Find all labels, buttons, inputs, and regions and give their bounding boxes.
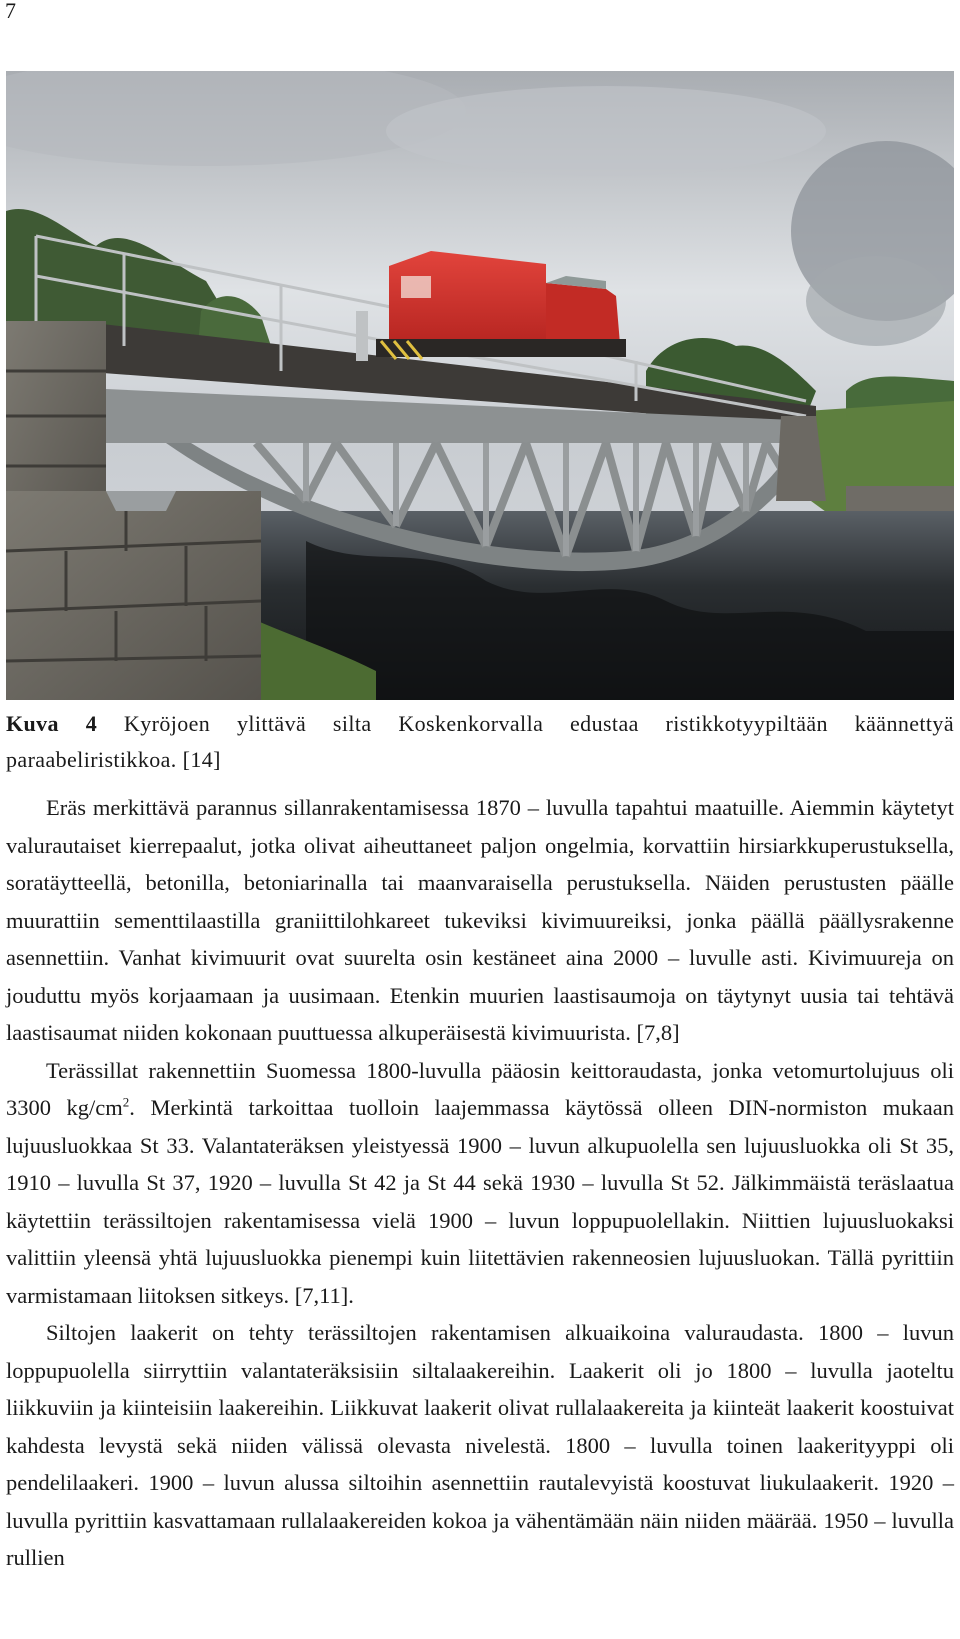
figure-caption: [6, 706, 954, 778]
body-text: [6, 789, 954, 1577]
paragraph-3: Siltojen laakerit on tehty terässiltojen rakentamisen alkuaikoina valuraudasta. 1800 – luvun loppupuolella siirryttiin valantateräksisiin siltalaakereihin. Laakerit oli jo 1800 – luvulla jaoteltu liikkuviin ja kiinteisiin laakereihin. Liikkuvat laakerit olivat rullalaakereita ja kiinteät laakerit koostuivat kahdesta levystä sekä niiden välissä olevasta nivelestä. 1800 – luvulla toinen laakerityyppi oli pendelilaakeri. 1900 – luvun alussa siltoihin asennettiin rautalevyistä koostuvat liukulaakerit. 1920 – luvulla pyrittiin kasvattamaan rullalaakereiden kokoa ja vähentämään näin niiden määrää. 1950 – luvulla rullien: [6, 1320, 954, 1570]
photo-railway-bridge: [6, 71, 954, 700]
superscript: 2: [122, 1094, 130, 1110]
paragraph-2-part-2: . Merkintä tarkoittaa tuolloin laajemmassa käytössä olleen DIN-normiston mukaan lujuusluokkaa St 33. Valantateräksen yleistyessä 1900 – luvun alkupuolella sen lujuusluokka oli St 35, 1910 – luvulla St 37, 1920 – luvulla St 42 ja St 44 sekä 1930 – luvulla St 52. Jälkimmäistä teräslaatua käytettiin terässiltojen rakentamisessa vielä 1900 – luvun loppupuolellakin. Niittien lujuusluokaksi valittiin yleensä yhtä lujuusluokka pienempi kuin liitettävien rakenneosien lujuusluokan. Tällä pyrittiin varmistamaan liitoksen sitkeys. [7,11].: [6, 1095, 954, 1308]
page-number: 7: [5, 0, 16, 23]
figure-label: Kuva 4: [6, 711, 98, 736]
paragraph-1: Eräs merkittävä parannus sillanrakentamisessa 1870 – luvulla tapahtui maatuille. Aiemmin käytetyt valurautaiset kierrepaalut, jotka olivat aiheuttaneet paljon ongelmia, korvattiin hirsiarkkuperustuksella, soratäytteellä, betonilla, betoniarinalla tai maanvaraisella perustuksella. Näiden perustusten päälle muurattiin sementtilaastilla graniittilohkareet tukeviksi kivimuureiksi, jonka päällä päällysrakenne asennettiin. Vanhat kivimuurit ovat suurelta osin kestäneet aina 2000 – luvulle asti. Kivimuureja on jouduttu myös korjaamaan ja uusimaan. Etenkin muurien laastisaumoja on täytynyt uusia tai tehtävä laastisaumat niiden kokonaan puuttuessa alkuperäisestä kivimuurista. [7,8]: [6, 795, 954, 1045]
paragraph-2: [6, 1052, 954, 1315]
paragraph-2-part-1: Terässillat rakennettiin Suomessa 1800-luvulla pääosin keittoraudasta, jonka vetomurtolujuus oli 3300 kg/cm: [6, 1057, 954, 1120]
figure-caption-text: Kyröjoen ylittävä silta Koskenkorvalla edustaa ristikkotyypiltään käännettyä paraabeliristikkoa. [14]: [6, 711, 955, 772]
